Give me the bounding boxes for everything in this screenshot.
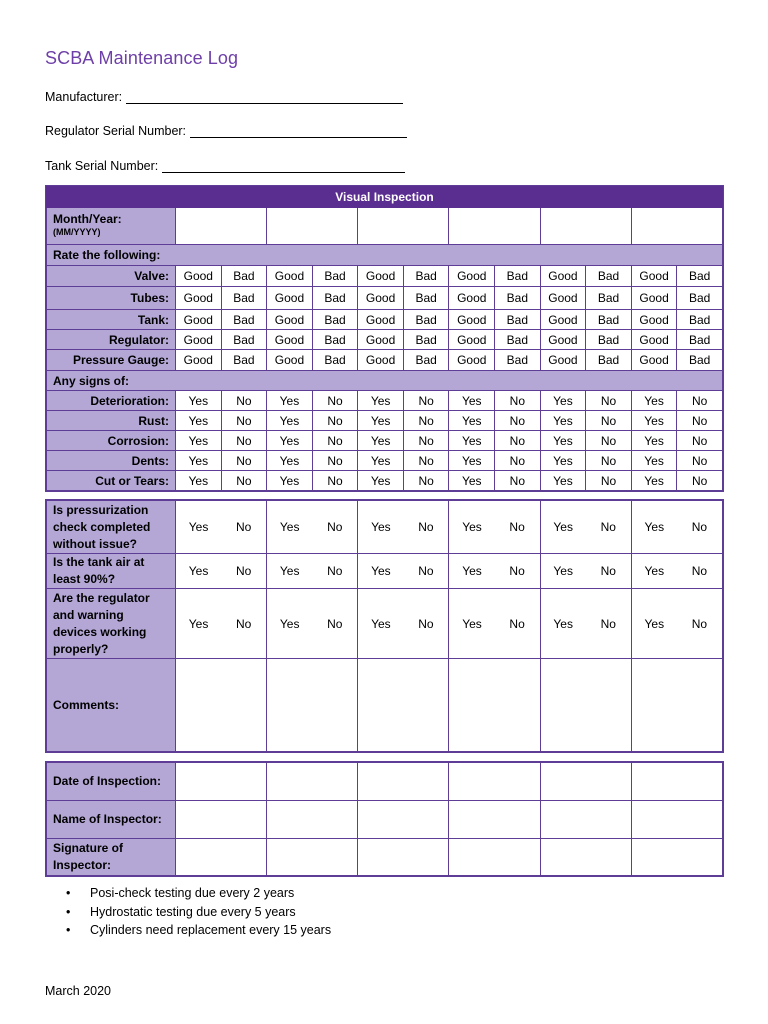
yes-option[interactable]: Yes [176,431,222,451]
yes-option[interactable]: Yes [176,391,222,411]
yes-option[interactable]: Yes [267,501,313,554]
comments-cell[interactable] [267,659,358,752]
bad-option[interactable]: Bad [495,310,541,330]
bad-option[interactable]: Bad [403,287,449,310]
inspection-entry-cell[interactable] [631,839,722,876]
good-option[interactable]: Good [631,287,677,310]
good-option[interactable]: Good [631,310,677,330]
yes-option[interactable]: Yes [267,589,313,659]
no-option[interactable]: No [312,391,358,411]
no-option[interactable]: No [495,554,541,589]
bad-option[interactable]: Bad [221,266,267,287]
notes-list [66,884,331,940]
no-option[interactable]: No [677,589,723,659]
no-option[interactable]: No [221,589,267,659]
yes-option[interactable]: Yes [449,391,495,411]
bad-option[interactable]: Bad [586,266,632,287]
bad-option[interactable]: Bad [221,330,267,350]
no-option[interactable]: No [403,411,449,431]
tank-serial-input-line[interactable] [162,171,405,173]
no-option[interactable]: No [586,451,632,471]
no-option[interactable]: No [586,501,632,554]
no-option[interactable]: No [495,451,541,471]
yes-option[interactable]: Yes [449,589,495,659]
yes-option[interactable]: Yes [631,411,677,431]
comments-cell[interactable] [176,659,267,752]
comments-cell[interactable] [358,659,449,752]
yes-option[interactable]: Yes [176,501,222,554]
inspection-row-label: Name of Inspector: [47,801,176,839]
bad-option[interactable]: Bad [586,310,632,330]
sign-item-label: Corrosion: [47,431,176,451]
inspection-entry-cell[interactable] [449,763,540,801]
yes-option[interactable]: Yes [267,411,313,431]
no-option[interactable]: No [312,554,358,589]
manufacturer-field [45,90,403,104]
rate-item-label: Pressure Gauge: [47,350,176,371]
no-option[interactable]: No [586,471,632,491]
inspection-entry-cell[interactable] [540,801,631,839]
bad-option[interactable]: Bad [312,266,358,287]
good-option[interactable]: Good [267,350,313,371]
month-year-cell[interactable] [631,208,722,245]
inspection-entry-cell[interactable] [267,801,358,839]
no-option[interactable]: No [312,501,358,554]
no-option[interactable]: No [312,471,358,491]
bad-option[interactable]: Bad [677,287,723,310]
good-option[interactable]: Good [358,310,404,330]
yes-option[interactable]: Yes [540,451,586,471]
month-year-cell[interactable] [267,208,358,245]
no-option[interactable]: No [495,431,541,451]
yes-option[interactable]: Yes [540,554,586,589]
no-option[interactable]: No [677,451,723,471]
rate-item-label: Tubes: [47,287,176,310]
bad-option[interactable]: Bad [586,330,632,350]
yes-option[interactable]: Yes [267,431,313,451]
bad-option[interactable]: Bad [495,350,541,371]
no-option[interactable]: No [495,411,541,431]
note-item: • Hydrostatic testing due every 5 years [66,903,331,922]
month-year-cell[interactable] [449,208,540,245]
manufacturer-label: Manufacturer: [45,90,123,104]
yes-option[interactable]: Yes [449,554,495,589]
good-option[interactable]: Good [449,350,495,371]
bad-option[interactable]: Bad [221,310,267,330]
manufacturer-input-line[interactable] [126,102,403,104]
inspection-entry-cell[interactable] [358,839,449,876]
yes-option[interactable]: Yes [449,501,495,554]
sign-item-label: Deterioration: [47,391,176,411]
good-option[interactable]: Good [540,350,586,371]
comments-label: Comments: [47,659,176,752]
regulator-serial-input-line[interactable] [190,136,407,138]
no-option[interactable]: No [312,451,358,471]
note-item: • Posi-check testing due every 2 years [66,884,331,903]
no-option[interactable]: No [221,501,267,554]
inspection-entry-cell[interactable] [449,839,540,876]
yes-option[interactable]: Yes [267,451,313,471]
no-option[interactable]: No [495,471,541,491]
no-option[interactable]: No [586,411,632,431]
yes-option[interactable]: Yes [631,431,677,451]
yes-option[interactable]: Yes [449,471,495,491]
good-option[interactable]: Good [631,330,677,350]
yes-option[interactable]: Yes [631,501,677,554]
no-option[interactable]: No [221,471,267,491]
good-option[interactable]: Good [631,266,677,287]
tank-serial-label: Tank Serial Number: [45,159,159,173]
inspection-entry-cell[interactable] [631,763,722,801]
inspection-entry-cell[interactable] [449,801,540,839]
yes-option[interactable]: Yes [540,589,586,659]
yes-option[interactable]: Yes [358,501,404,554]
inspection-row-label: Signature of Inspector: [47,839,176,876]
good-option[interactable]: Good [358,287,404,310]
no-option[interactable]: No [677,501,723,554]
good-option[interactable]: Good [267,266,313,287]
no-option[interactable]: No [586,589,632,659]
good-option[interactable]: Good [267,287,313,310]
rate-item-label: Regulator: [47,330,176,350]
no-option[interactable]: No [312,411,358,431]
inspection-entry-cell[interactable] [631,801,722,839]
bad-option[interactable]: Bad [677,350,723,371]
good-option[interactable]: Good [540,287,586,310]
yes-option[interactable]: Yes [267,391,313,411]
good-option[interactable]: Good [176,266,222,287]
month-year-cell[interactable] [358,208,449,245]
no-option[interactable]: No [403,554,449,589]
inspection-entry-cell[interactable] [540,839,631,876]
bad-option[interactable]: Bad [403,350,449,371]
good-option[interactable]: Good [449,266,495,287]
no-option[interactable]: No [403,391,449,411]
no-option[interactable]: No [403,589,449,659]
yes-option[interactable]: Yes [176,589,222,659]
bad-option[interactable]: Bad [677,330,723,350]
no-option[interactable]: No [677,391,723,411]
yes-option[interactable]: Yes [176,554,222,589]
no-option[interactable]: No [312,589,358,659]
bad-option[interactable]: Bad [403,330,449,350]
no-option[interactable]: No [495,501,541,554]
no-option[interactable]: No [403,451,449,471]
month-year-hint: (MM/YYYY) [53,227,101,237]
no-option[interactable]: No [403,501,449,554]
bad-option[interactable]: Bad [586,350,632,371]
good-option[interactable]: Good [267,310,313,330]
no-option[interactable]: No [495,589,541,659]
note-item: • Cylinders need replacement every 15 years [66,921,331,940]
inspection-entry-cell[interactable] [267,839,358,876]
no-option[interactable]: No [586,554,632,589]
visual-inspection-header: Visual Inspection [47,187,723,208]
bad-option[interactable]: Bad [221,287,267,310]
inspection-entry-cell[interactable] [267,763,358,801]
bad-option[interactable]: Bad [495,287,541,310]
no-option[interactable]: No [677,554,723,589]
inspection-entry-cell[interactable] [176,763,267,801]
rate-item-label: Tank: [47,310,176,330]
good-option[interactable]: Good [540,310,586,330]
good-option[interactable]: Good [176,330,222,350]
regulator-serial-field [45,124,407,138]
good-option[interactable]: Good [176,310,222,330]
yes-option[interactable]: Yes [540,471,586,491]
yes-option[interactable]: Yes [176,471,222,491]
inspection-entry-cell[interactable] [358,801,449,839]
good-option[interactable]: Good [176,350,222,371]
no-option[interactable]: No [677,471,723,491]
yes-option[interactable]: Yes [358,451,404,471]
month-year-label: Month/Year: [53,212,122,226]
tank-serial-field [45,159,405,173]
yes-option[interactable]: Yes [631,589,677,659]
good-option[interactable]: Good [631,350,677,371]
inspection-entry-cell[interactable] [176,801,267,839]
sign-item-label: Rust: [47,411,176,431]
yes-option[interactable]: Yes [631,451,677,471]
yes-option[interactable]: Yes [267,554,313,589]
yes-option[interactable]: Yes [540,501,586,554]
bad-option[interactable]: Bad [312,330,358,350]
yes-option[interactable]: Yes [631,554,677,589]
month-year-cell[interactable] [540,208,631,245]
check-question-label: Is pressurization check completed without issue? [47,501,176,554]
no-option[interactable]: No [586,431,632,451]
good-option[interactable]: Good [267,330,313,350]
bad-option[interactable]: Bad [495,330,541,350]
regulator-serial-label: Regulator Serial Number: [45,124,187,138]
no-option[interactable]: No [403,431,449,451]
yes-option[interactable]: Yes [358,471,404,491]
good-option[interactable]: Good [358,330,404,350]
inspection-entry-cell[interactable] [176,839,267,876]
yes-option[interactable]: Yes [540,411,586,431]
comments-cell[interactable] [449,659,540,752]
yes-option[interactable]: Yes [267,471,313,491]
signs-of-label: Any signs of: [47,371,723,391]
inspection-entry-cell[interactable] [358,763,449,801]
yes-option[interactable]: Yes [358,431,404,451]
inspection-entry-cell[interactable] [540,763,631,801]
no-option[interactable]: No [221,391,267,411]
good-option[interactable]: Good [358,266,404,287]
good-option[interactable]: Good [449,287,495,310]
yes-option[interactable]: Yes [176,411,222,431]
no-option[interactable]: No [221,411,267,431]
yes-option[interactable]: Yes [631,391,677,411]
no-option[interactable]: No [495,391,541,411]
good-option[interactable]: Good [358,350,404,371]
good-option[interactable]: Good [540,266,586,287]
bad-option[interactable]: Bad [403,266,449,287]
check-question-label: Are the regulator and warning devices working properly? [47,589,176,659]
no-option[interactable]: No [677,411,723,431]
no-option[interactable]: No [586,391,632,411]
rate-item-label: Valve: [47,266,176,287]
visual-inspection-table [45,185,724,492]
yes-option[interactable]: Yes [449,451,495,471]
bad-option[interactable]: Bad [586,287,632,310]
yes-option[interactable]: Yes [449,411,495,431]
yes-option[interactable]: Yes [358,554,404,589]
no-option[interactable]: No [221,431,267,451]
bad-option[interactable]: Bad [403,310,449,330]
checks-table [45,499,724,753]
good-option[interactable]: Good [540,330,586,350]
no-option[interactable]: No [677,431,723,451]
yes-option[interactable]: Yes [358,391,404,411]
check-question-label: Is the tank air at least 90%? [47,554,176,589]
footer-date: March 2020 [45,984,112,998]
inspection-row-label: Date of Inspection: [47,763,176,801]
yes-option[interactable]: Yes [540,431,586,451]
month-year-label-cell [47,208,176,245]
bad-option[interactable]: Bad [677,310,723,330]
yes-option[interactable]: Yes [358,411,404,431]
good-option[interactable]: Good [176,287,222,310]
good-option[interactable]: Good [449,310,495,330]
yes-option[interactable]: Yes [540,391,586,411]
bad-option[interactable]: Bad [312,310,358,330]
bad-option[interactable]: Bad [221,350,267,371]
yes-option[interactable]: Yes [449,431,495,451]
yes-option[interactable]: Yes [358,589,404,659]
month-year-cell[interactable] [176,208,267,245]
page-title: SCBA Maintenance Log [45,48,239,68]
no-option[interactable]: No [312,431,358,451]
no-option[interactable]: No [221,554,267,589]
bad-option[interactable]: Bad [677,266,723,287]
no-option[interactable]: No [221,451,267,471]
yes-option[interactable]: Yes [631,471,677,491]
good-option[interactable]: Good [449,330,495,350]
bad-option[interactable]: Bad [312,350,358,371]
bad-option[interactable]: Bad [495,266,541,287]
comments-cell[interactable] [631,659,722,752]
rate-following-label: Rate the following: [47,245,723,266]
comments-cell[interactable] [540,659,631,752]
yes-option[interactable]: Yes [176,451,222,471]
inspector-table [45,761,724,877]
no-option[interactable]: No [403,471,449,491]
bad-option[interactable]: Bad [312,287,358,310]
sign-item-label: Cut or Tears: [47,471,176,491]
sign-item-label: Dents: [47,451,176,471]
